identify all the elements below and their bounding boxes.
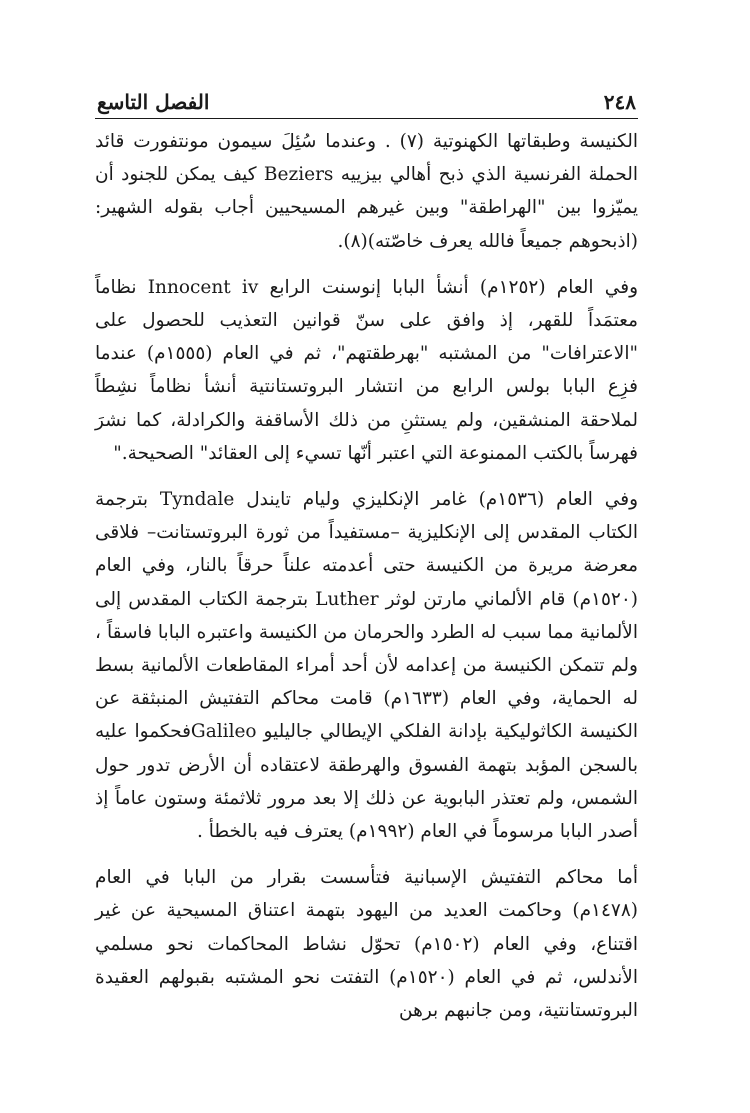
running-header (95, 78, 638, 119)
paragraph-4: أما محاكم التفتيش الإسبانية فتأسست بقرار من البابا في العام (١٤٧٨م) وحاكمت العديد من اليهود بتهمة اعتناق المسيحية عن غير اقتناع، وفي العام (١٥٠٢م) تحوّل نشاط المحاكمات نحو مسلمي الأندلس، ثم في العام (١٥٢٠م) التفتت نحو المشتبه بقبولهم العقيدة البروتستانتية، ومن جانبهم برهن (95, 867, 638, 1022)
page-number: ٢٤٨ (603, 90, 636, 114)
page-body (95, 125, 638, 1027)
paragraph-3: وفي العام (١٥٣٦م) غامر الإنكليزي وليام تايندل Tyndale بترجمة الكتاب المقدس إلى الإنكليزية –مستفيداً من ثورة البروتستانت– فلاقى معرضة مريرة من الكنيسة حتى أعدمته علناً حرقاً بالنار، وفي العام (١٥٢٠م) قام الألماني مارتن لوثر Luther بترجمة الكتاب المقدس إلى الألمانية مما سبب له الطرد والحرمان من الكنيسة واعتبره البابا فاسقاً ، ولم تتمكن الكنيسة من إعدامه لأن أحد أمراء المقاطعات الألمانية بسط له الحماية، وفي العام (١٦٣٣م) قامت محاكم التفتيش المنبثقة عن الكنيسة الكاثوليكية بإدانة الفلكي الإيطالي جاليليو Galileoفحكموا عليه بالسجن المؤبد بتهمة الفسوق والهرطقة لاعتقاده أن الأرض تدور حول الشمس، ولم تعتذر البابوية عن ذلك إلا بعد مرور ثلاثمئة وستون عاماً إذ أصدر البابا مرسوماً في العام (١٩٩٢م) يعترف فيه بالخطأ . (95, 489, 639, 843)
book-page (95, 78, 638, 1027)
chapter-title: الفصل التاسع (97, 90, 210, 114)
paragraph-1: الكنيسة وطبقاتها الكهنوتية (٧) . وعندما سُئِلَ سيمون مونتفورت قائد الحملة الفرنسية الذي ذبح أهالي بيزييه Beziers كيف يمكن للجنود أن يميّزوا بين "الهراطقة" وبين غيرهم المسيحيين أجاب بقوله الشهير: (اذبحوهم جميعاً فالله يعرف خاصّته)(٨). (95, 131, 638, 252)
paragraph-2: وفي العام (١٢٥٢م) أنشأ البابا إنوسنت الرابع Innocent iv نظاماً معتمَداً للقهر، إذ وافق على سنّ قوانين التعذيب للحصول على "الاعترافات" من المشتبه "بهرطقتهم"، ثم في العام (١٥٥٥م) عندما فزِع البابا بولس الرابع من انتشار البروتستانتية أنشأ نظاماً نشِطاً لملاحقة المنشقين، ولم يستثنِ من ذلك الأساقفة والكرادلة، كما نشرَ فهرساً بالكتب الممنوعة التي اعتبر أنّها تسيء إلى العقائد" الصحيحة." (95, 276, 639, 464)
